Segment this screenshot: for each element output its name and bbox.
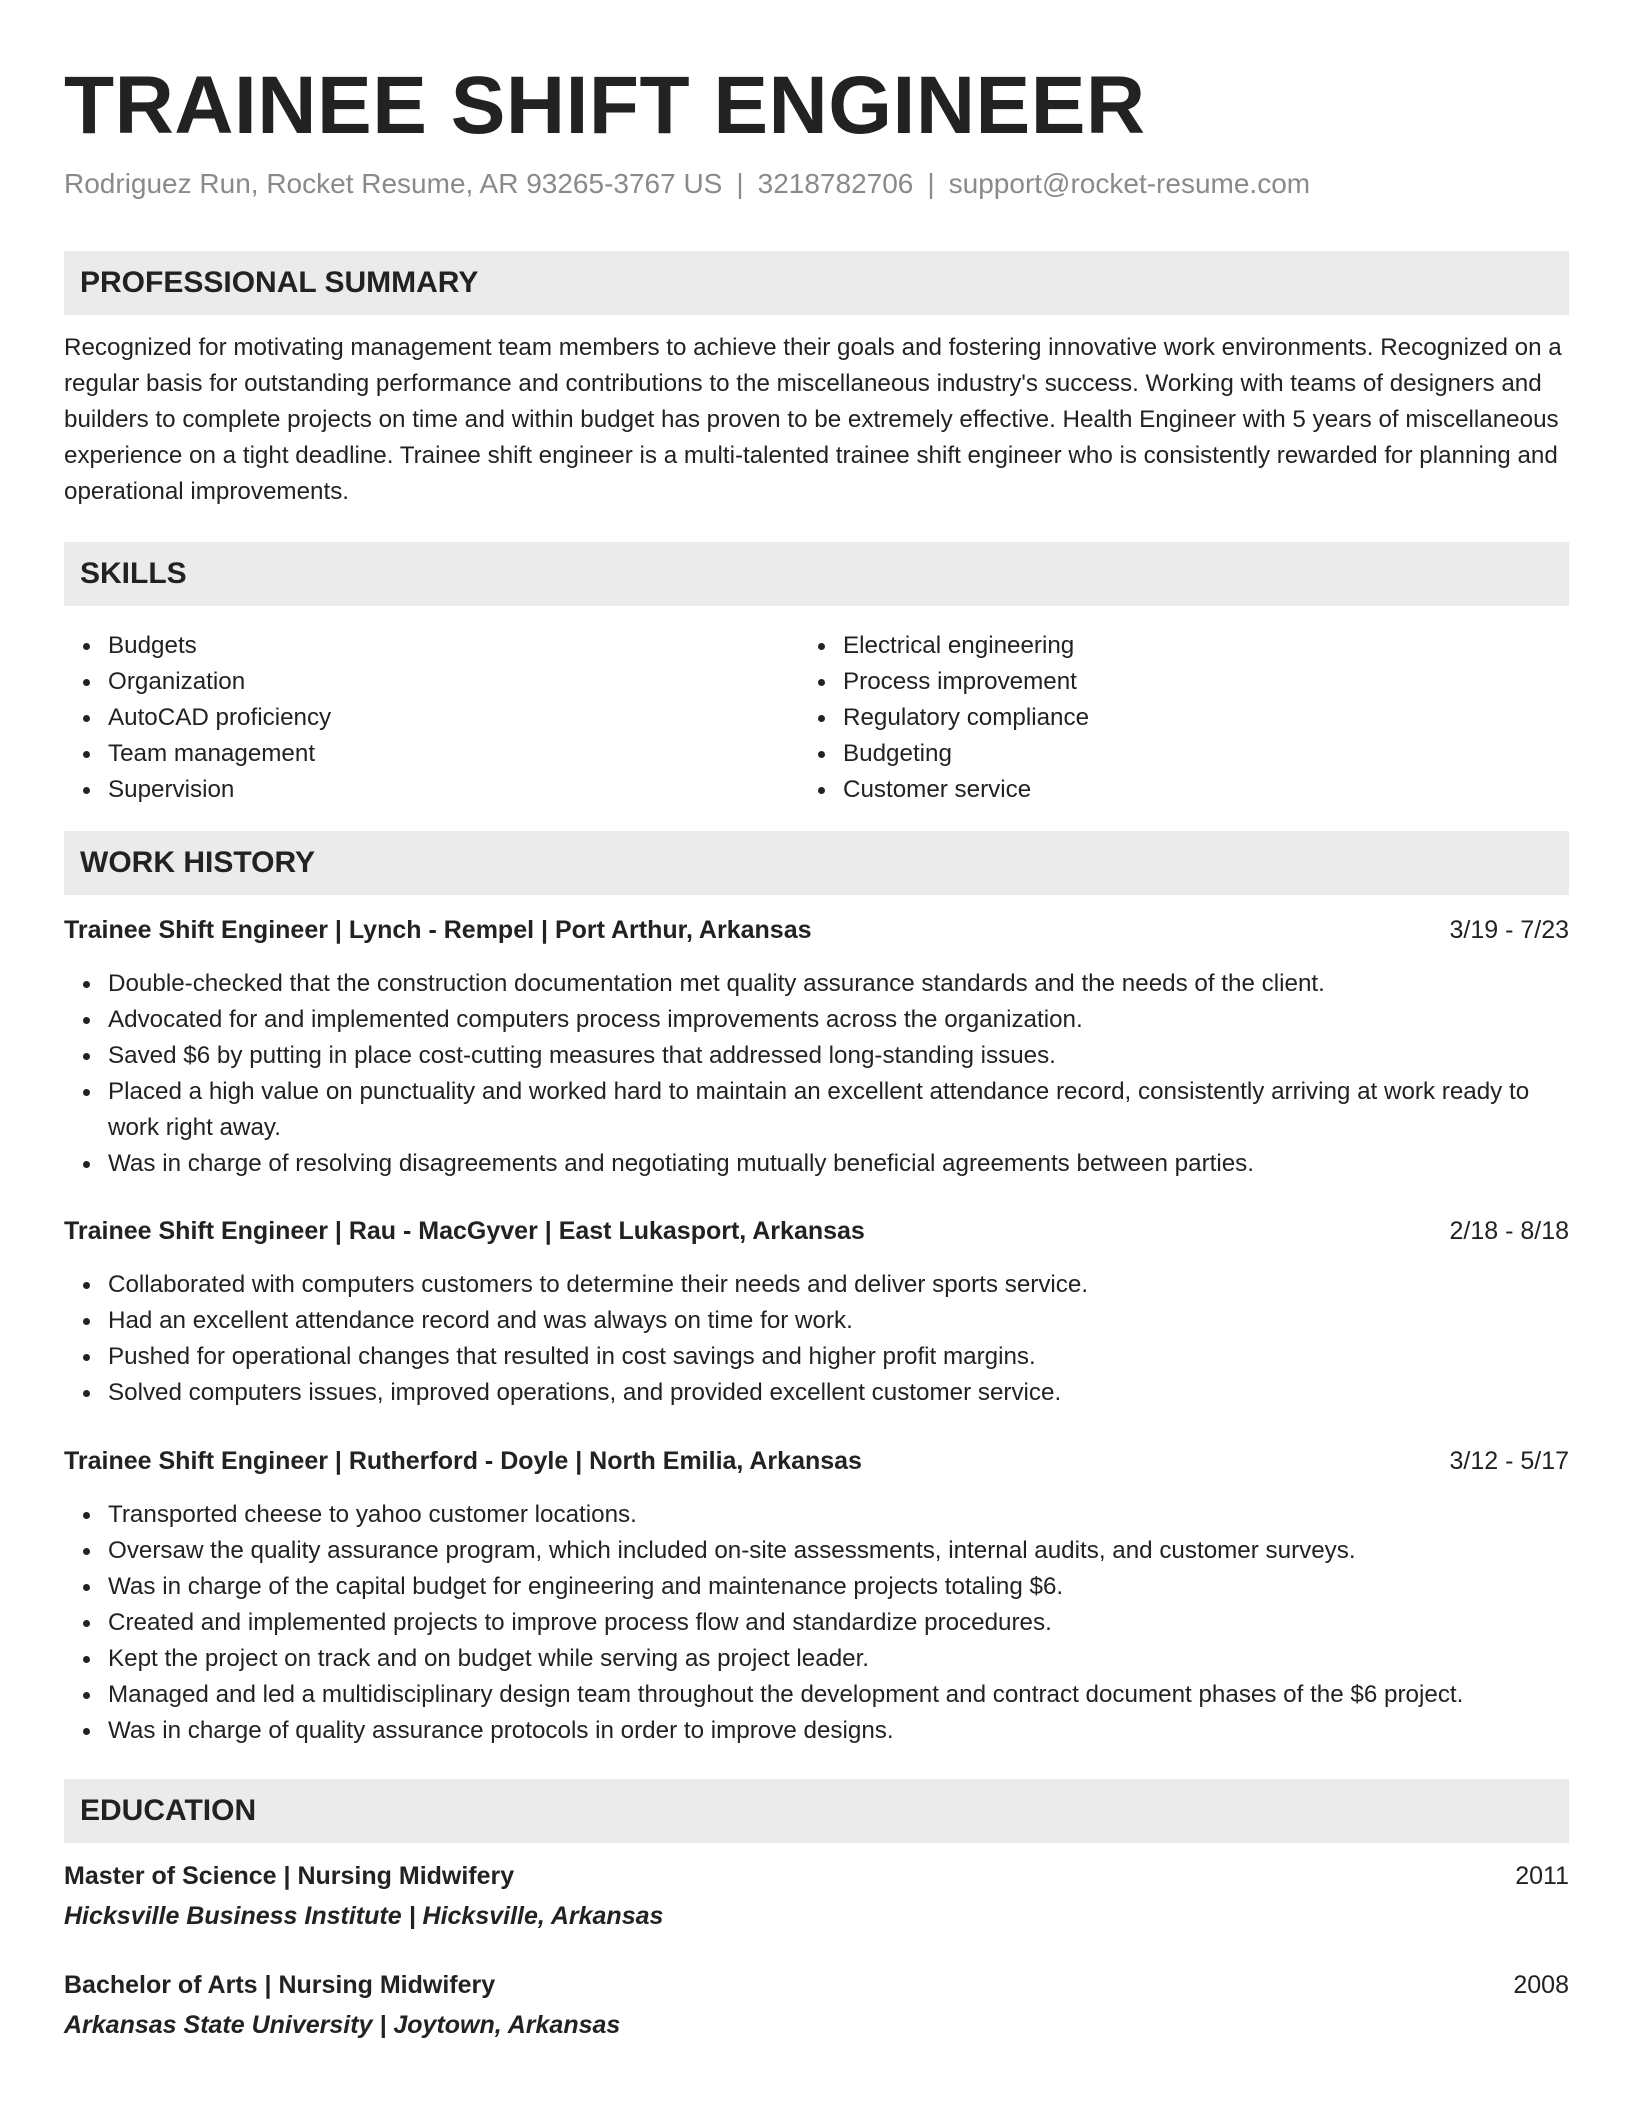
contact-email[interactable]: support@rocket-resume.com: [948, 168, 1311, 199]
job-bullet: Was in charge of quality assurance protocols in order to improve designs.: [64, 1713, 1569, 1749]
section-title: EDUCATION: [80, 1794, 257, 1827]
contact-address: Rodriguez Run, Rocket Resume, AR 93265-3767 US: [64, 168, 723, 199]
job-bullet: Was in charge of the capital budget for engineering and maintenance projects totaling $6.: [64, 1569, 1569, 1605]
section-header-summary: [64, 251, 1569, 315]
contact-separator: |: [736, 168, 744, 199]
job-bullet: Transported cheese to yahoo customer locations.: [64, 1497, 1569, 1533]
job-bullet: Oversaw the quality assurance program, which included on-site assessments, internal audits, and customer surveys.: [64, 1533, 1569, 1569]
skill-item: Electrical engineering: [799, 628, 1499, 664]
job-heading: [64, 1213, 1569, 1249]
section-title: WORK HISTORY: [80, 846, 316, 879]
job-bullet: Had an excellent attendance record and was always on time for work.: [64, 1303, 1569, 1339]
section-title: PROFESSIONAL SUMMARY: [80, 266, 479, 299]
education-year: 2011: [1515, 1862, 1569, 1890]
job-bullet: Saved $6 by putting in place cost-cutting measures that addressed long-standing issues.: [64, 1038, 1569, 1074]
contact-line: [64, 166, 1310, 202]
job-bullet: Pushed for operational changes that resulted in cost savings and higher profit margins.: [64, 1339, 1569, 1375]
job-bullet: Collaborated with computers customers to determine their needs and deliver sports service.: [64, 1267, 1569, 1303]
skill-item: Team management: [64, 736, 764, 772]
section-header-skills: [64, 542, 1569, 606]
skill-item: AutoCAD proficiency: [64, 700, 764, 736]
education-year: 2008: [1513, 1971, 1569, 1999]
job-bullet: Solved computers issues, improved operations, and provided excellent customer service.: [64, 1375, 1569, 1411]
skill-item: Customer service: [799, 772, 1499, 808]
education-school: Hicksville Business Institute | Hicksville, Arkansas: [64, 1902, 664, 1930]
education-degree: Master of Science | Nursing Midwifery: [64, 1862, 515, 1890]
education-heading: [64, 1858, 1569, 1894]
education-degree: Bachelor of Arts | Nursing Midwifery: [64, 1971, 496, 1999]
job-bullets: [64, 1267, 1569, 1411]
contact-separator: |: [927, 168, 935, 199]
job-bullet: Placed a high value on punctuality and worked hard to maintain an excellent attendance record, consistently arriving at work ready to work right away.: [64, 1074, 1569, 1146]
skill-item: Budgets: [64, 628, 764, 664]
skill-item: Supervision: [64, 772, 764, 808]
resume-name: TRAINEE SHIFT ENGINEER: [64, 60, 1146, 151]
section-header-education: [64, 1779, 1569, 1843]
job-dates: 2/18 - 8/18: [1449, 1217, 1569, 1245]
job-title: Trainee Shift Engineer | Rau - MacGyver | East Lukasport, Arkansas: [64, 1217, 865, 1245]
contact-phone: 3218782706: [757, 168, 914, 199]
section-title: SKILLS: [80, 557, 187, 590]
job-dates: 3/19 - 7/23: [1449, 916, 1569, 944]
job-bullet: Kept the project on track and on budget while serving as project leader.: [64, 1641, 1569, 1677]
job-bullet: Was in charge of resolving disagreements and negotiating mutually beneficial agreements between parties.: [64, 1146, 1569, 1182]
job-bullet: Double-checked that the construction documentation met quality assurance standards and the needs of the client.: [64, 966, 1569, 1002]
skill-item: Budgeting: [799, 736, 1499, 772]
education-school: Arkansas State University | Joytown, Arkansas: [64, 2011, 621, 2039]
job-title: Trainee Shift Engineer | Lynch - Rempel | Port Arthur, Arkansas: [64, 916, 812, 944]
section-header-work-history: [64, 831, 1569, 895]
skills-column-left: [64, 628, 764, 808]
job-heading: [64, 912, 1569, 948]
skills-column-right: [799, 628, 1499, 808]
education-heading: [64, 1967, 1569, 2003]
job-heading: [64, 1443, 1569, 1479]
job-bullet: Managed and led a multidisciplinary design team throughout the development and contract document phases of the $6 project.: [64, 1677, 1569, 1713]
job-dates: 3/12 - 5/17: [1449, 1447, 1569, 1475]
job-bullets: [64, 1497, 1569, 1749]
job-title: Trainee Shift Engineer | Rutherford - Doyle | North Emilia, Arkansas: [64, 1447, 862, 1475]
job-bullet: Created and implemented projects to improve process flow and standardize procedures.: [64, 1605, 1569, 1641]
job-bullet: Advocated for and implemented computers process improvements across the organization.: [64, 1002, 1569, 1038]
skill-item: Organization: [64, 664, 764, 700]
skill-item: Regulatory compliance: [799, 700, 1499, 736]
summary-text: Recognized for motivating management team members to achieve their goals and fostering innovative work environments. Recognized on a regular basis for outstanding performance and contributions to the miscellaneous industry's success. Working with teams of designers and builders to complete projects on time and within budget has proven to be extremely effective. Health Engineer with 5 years of miscellaneous experience on a tight deadline. Trainee shift engineer is a multi-talented trainee shift engineer who is consistently rewarded for planning and operational improvements.: [64, 334, 1562, 505]
job-bullets: [64, 966, 1569, 1182]
skill-item: Process improvement: [799, 664, 1499, 700]
